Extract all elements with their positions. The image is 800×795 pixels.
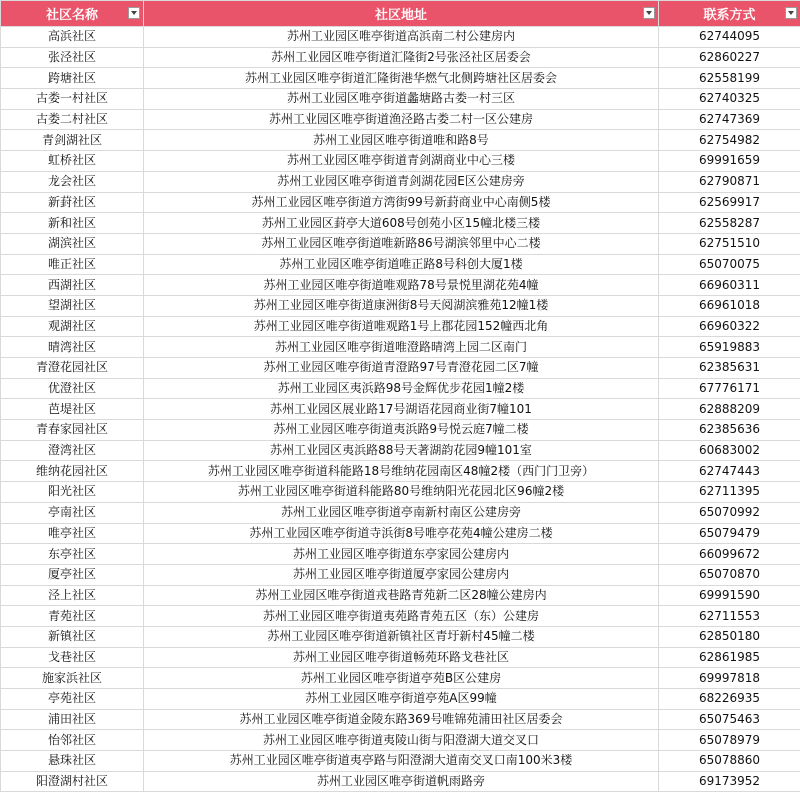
community-name-cell[interactable]: 阳光社区 [1,482,144,503]
contact-phone-cell[interactable]: 62850180 [659,626,800,647]
community-address-cell[interactable]: 苏州工业园区唯亭街道夷陵山街与阳澄湖大道交叉口 [144,730,659,751]
community-address-cell[interactable]: 苏州工业园区唯亭街道高浜南二村公建房内 [144,27,659,48]
contact-phone-cell[interactable]: 68226935 [659,689,800,710]
community-name-cell[interactable]: 东亭社区 [1,544,144,565]
community-address-cell[interactable]: 苏州工业园区唯亭街道戎巷路青苑新二区28幢公建房内 [144,585,659,606]
community-address-cell[interactable]: 苏州工业园区唯亭街道寺浜街8号唯亭花苑4幢公建房二楼 [144,523,659,544]
contact-phone-cell[interactable]: 60683002 [659,440,800,461]
contact-phone-cell[interactable]: 62790871 [659,171,800,192]
contact-phone-cell[interactable]: 62751510 [659,233,800,254]
community-address-cell[interactable]: 苏州工业园区唯亭街道汇隆街港华燃气北侧跨塘社区居委会 [144,68,659,89]
table-row [1,27,800,48]
community-name-cell[interactable]: 新镇社区 [1,626,144,647]
table-row [1,544,800,565]
table-row [1,420,800,441]
table-row [1,130,800,151]
table-row [1,502,800,523]
table-row [1,585,800,606]
community-address-cell[interactable]: 苏州工业园区唯亭街道康洲街8号天阅湖滨雅苑12幢1楼 [144,295,659,316]
community-address-cell[interactable]: 苏州工业园区唯亭街道青澄路97号青澄花园二区7幢 [144,358,659,379]
contact-phone-cell[interactable]: 62860227 [659,47,800,68]
community-address-cell[interactable]: 苏州工业园区唯亭街道夷苑路青苑五区（东）公建房 [144,606,659,627]
table-row [1,626,800,647]
community-name-cell[interactable]: 悬珠社区 [1,751,144,772]
community-name-cell[interactable]: 晴湾社区 [1,337,144,358]
contact-phone-cell[interactable]: 62744095 [659,27,800,48]
table-row [1,192,800,213]
header-community-name-label: 社区名称 [45,8,98,23]
contact-phone-cell[interactable]: 62558287 [659,213,800,234]
community-name-cell[interactable]: 望湖社区 [1,295,144,316]
contact-phone-cell[interactable]: 65919883 [659,337,800,358]
community-name-cell[interactable]: 观湖社区 [1,316,144,337]
table-row [1,399,800,420]
community-name-cell[interactable]: 阳澄湖村社区 [1,771,144,792]
table-row [1,751,800,772]
contact-phone-cell[interactable]: 62711395 [659,482,800,503]
community-name-cell[interactable]: 芭堤社区 [1,399,144,420]
community-name-cell[interactable]: 泾上社区 [1,585,144,606]
contact-phone-cell[interactable]: 65070992 [659,502,800,523]
community-address-cell[interactable]: 苏州工业园区唯亭街道唯观路78号景悦里湖花苑4幢 [144,275,659,296]
contact-phone-cell[interactable]: 62569917 [659,192,800,213]
community-address-cell[interactable]: 苏州工业园区唯亭街道亭苑B区公建房 [144,668,659,689]
community-name-cell[interactable]: 青澄花园社区 [1,358,144,379]
contact-phone-cell[interactable]: 69991659 [659,151,800,172]
contact-phone-cell[interactable]: 62754982 [659,130,800,151]
contact-phone-cell[interactable]: 67776171 [659,378,800,399]
community-address-cell[interactable]: 苏州工业园区唯亭街道方湾街99号新葑商业中心南侧5楼 [144,192,659,213]
community-address-cell[interactable]: 苏州工业园区夷浜路88号天著湖韵花园9幢101室 [144,440,659,461]
contact-phone-cell[interactable]: 65079479 [659,523,800,544]
community-name-cell[interactable]: 新和社区 [1,213,144,234]
community-name-cell[interactable]: 虹桥社区 [1,151,144,172]
contact-phone-cell[interactable]: 65070870 [659,564,800,585]
table-row [1,523,800,544]
community-address-cell[interactable]: 苏州工业园区唯亭街道夷亭路与阳澄湖大道南交叉口南100米3楼 [144,751,659,772]
contact-phone-cell[interactable]: 69991590 [659,585,800,606]
community-name-cell[interactable]: 张泾社区 [1,47,144,68]
contact-phone-cell[interactable]: 62747369 [659,109,800,130]
table-row [1,295,800,316]
community-address-cell[interactable]: 苏州工业园区唯亭街道亭南新村南区公建房旁 [144,502,659,523]
community-name-cell[interactable]: 维纳花园社区 [1,461,144,482]
community-name-cell[interactable]: 古娄二村社区 [1,109,144,130]
table-row [1,668,800,689]
table-row [1,275,800,296]
contact-phone-cell[interactable]: 65078860 [659,751,800,772]
table-row [1,730,800,751]
community-address-cell[interactable]: 苏州工业园区唯亭街道帆雨路旁 [144,771,659,792]
contact-phone-cell[interactable]: 66099672 [659,544,800,565]
community-address-cell[interactable]: 苏州工业园区唯亭街道厦亭家园公建房内 [144,564,659,585]
community-address-cell[interactable]: 苏州工业园区展业路17号湖语花园商业街7幢101 [144,399,659,420]
community-address-cell[interactable]: 苏州工业园区唯亭街道青剑湖花园E区公建房旁 [144,171,659,192]
header-community-address [144,1,659,27]
community-address-cell[interactable]: 苏州工业园区唯亭街道亭苑A区99幢 [144,689,659,710]
community-address-cell[interactable]: 苏州工业园区唯亭街道唯和路8号 [144,130,659,151]
table-row [1,440,800,461]
contact-phone-cell[interactable]: 65075463 [659,709,800,730]
table-row [1,358,800,379]
table-row [1,378,800,399]
contact-phone-cell[interactable]: 62558199 [659,68,800,89]
table-row [1,564,800,585]
community-name-cell[interactable]: 青剑湖社区 [1,130,144,151]
table-row [1,647,800,668]
table-row [1,89,800,110]
table-row [1,171,800,192]
community-name-cell[interactable]: 戈巷社区 [1,647,144,668]
community-name-cell[interactable]: 古娄一村社区 [1,89,144,110]
contact-phone-cell[interactable]: 66960311 [659,275,800,296]
header-contact-label: 联系方式 [703,8,756,23]
community-name-cell[interactable]: 湖滨社区 [1,233,144,254]
filter-dropdown-icon[interactable] [785,7,797,19]
contact-phone-cell[interactable]: 62747443 [659,461,800,482]
community-address-cell[interactable]: 苏州工业园区唯亭街道蠡塘路古娄一村三区 [144,89,659,110]
community-name-cell[interactable]: 浦田社区 [1,709,144,730]
community-name-cell[interactable]: 澄湾社区 [1,440,144,461]
contact-phone-cell[interactable]: 66961018 [659,295,800,316]
header-community-address-label: 社区地址 [374,8,427,23]
table-row [1,233,800,254]
contact-phone-cell[interactable]: 69173952 [659,771,800,792]
table-row [1,606,800,627]
header-community-name [1,1,144,27]
table-row [1,47,800,68]
table-row [1,109,800,130]
community-address-cell[interactable]: 苏州工业园区唯亭街道唯正路8号科创大厦1楼 [144,254,659,275]
contact-phone-cell[interactable]: 62385631 [659,358,800,379]
community-name-cell[interactable]: 新葑社区 [1,192,144,213]
header-contact [659,1,800,27]
contact-phone-cell[interactable]: 62711553 [659,606,800,627]
community-address-cell[interactable]: 苏州工业园区唯亭街道青剑湖商业中心三楼 [144,151,659,172]
contact-phone-cell[interactable]: 66960322 [659,316,800,337]
community-address-cell[interactable]: 苏州工业园区唯亭街道唯观路1号上郡花园152幢西北角 [144,316,659,337]
community-name-cell[interactable]: 跨塘社区 [1,68,144,89]
filter-dropdown-icon[interactable] [643,7,655,19]
community-name-cell[interactable]: 西湖社区 [1,275,144,296]
contact-phone-cell[interactable]: 62740325 [659,89,800,110]
community-address-cell[interactable]: 苏州工业园区唯亭街道唯新路86号湖滨邻里中心二楼 [144,233,659,254]
community-name-cell[interactable]: 施家浜社区 [1,668,144,689]
community-address-cell[interactable]: 苏州工业园区唯亭街道科能路80号维纳阳光花园北区96幢2楼 [144,482,659,503]
table-row [1,771,800,792]
table-row [1,213,800,234]
contact-phone-cell[interactable]: 65070075 [659,254,800,275]
table-row [1,151,800,172]
community-address-cell[interactable]: 苏州工业园区唯亭街道唯澄路晴湾上园二区南门 [144,337,659,358]
table-row [1,482,800,503]
filter-dropdown-icon[interactable] [128,7,140,19]
community-name-cell[interactable]: 怡邻社区 [1,730,144,751]
community-address-cell[interactable]: 苏州工业园区夷浜路98号金辉优步花园1幢2楼 [144,378,659,399]
community-address-cell[interactable]: 苏州工业园区葑亭大道608号创苑小区15幢北楼三楼 [144,213,659,234]
community-address-cell[interactable]: 苏州工业园区唯亭街道汇隆街2号张泾社区居委会 [144,47,659,68]
community-address-cell[interactable]: 苏州工业园区唯亭街道东亭家园公建房内 [144,544,659,565]
table-row [1,254,800,275]
table-body [1,27,800,792]
contact-phone-cell[interactable]: 69997818 [659,668,800,689]
community-address-cell[interactable]: 苏州工业园区唯亭街道新镇社区青圩新村45幢二楼 [144,626,659,647]
community-name-cell[interactable]: 亭苑社区 [1,689,144,710]
community-name-cell[interactable]: 唯正社区 [1,254,144,275]
contact-phone-cell[interactable]: 62861985 [659,647,800,668]
table-row [1,709,800,730]
contact-phone-cell[interactable]: 65078979 [659,730,800,751]
community-name-cell[interactable]: 亭南社区 [1,502,144,523]
community-address-cell[interactable]: 苏州工业园区唯亭街道畅苑环路戈巷社区 [144,647,659,668]
table-row [1,68,800,89]
community-address-cell[interactable]: 苏州工业园区唯亭街道夷浜路9号悦云庭7幢二楼 [144,420,659,441]
community-address-cell[interactable]: 苏州工业园区唯亭街道科能路18号维纳花园南区48幢2楼（西门门卫旁） [144,461,659,482]
community-name-cell[interactable]: 青苑社区 [1,606,144,627]
community-name-cell[interactable]: 龙会社区 [1,171,144,192]
table-row [1,461,800,482]
community-name-cell[interactable]: 青春家园社区 [1,420,144,441]
community-name-cell[interactable]: 优澄社区 [1,378,144,399]
table-row [1,337,800,358]
community-address-cell[interactable]: 苏州工业园区唯亭街道渔泾路古娄二村一区公建房 [144,109,659,130]
header-row [1,1,800,27]
contact-phone-cell[interactable]: 62888209 [659,399,800,420]
community-address-cell[interactable]: 苏州工业园区唯亭街道金陵东路369号唯锦苑浦田社区居委会 [144,709,659,730]
community-name-cell[interactable]: 唯亭社区 [1,523,144,544]
community-name-cell[interactable]: 高浜社区 [1,27,144,48]
community-name-cell[interactable]: 厦亭社区 [1,564,144,585]
contact-phone-cell[interactable]: 62385636 [659,420,800,441]
table-row [1,316,800,337]
table-row [1,689,800,710]
